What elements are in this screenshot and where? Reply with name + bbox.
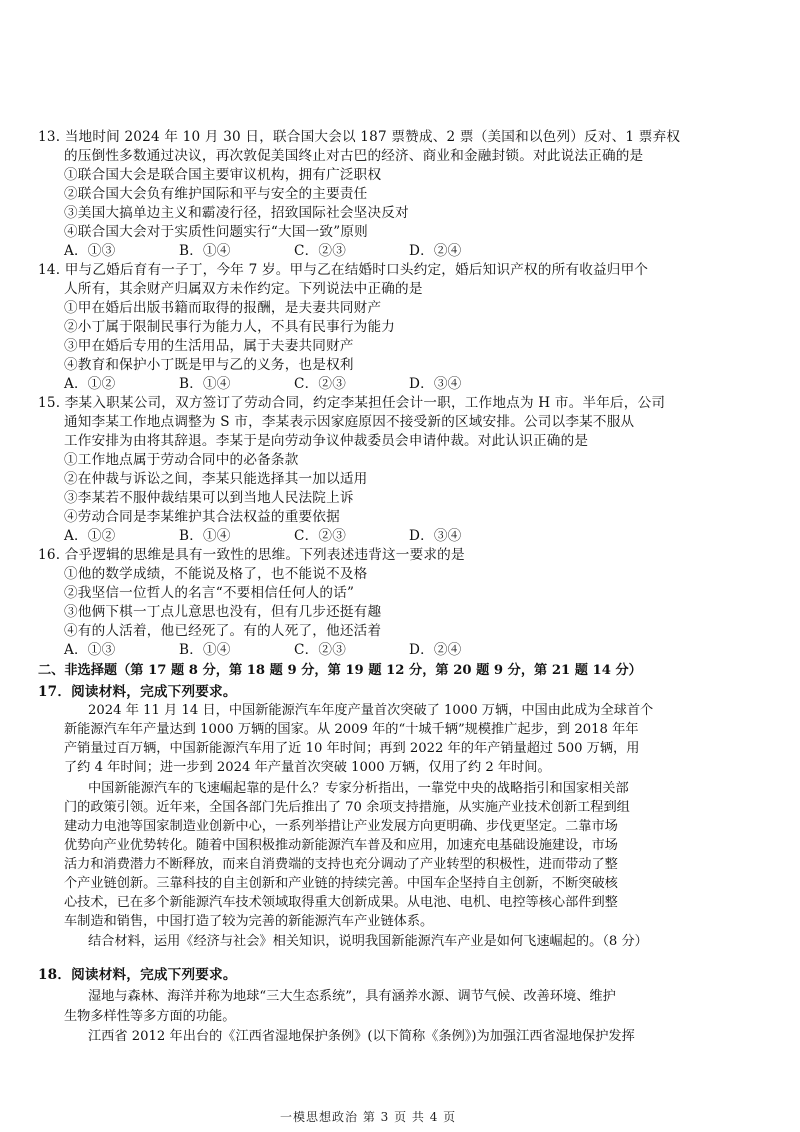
q15-stem-line-2: 通知李某工作地点调整为 S 市，李某表示因家庭原因不接受新的区域安排。公司以李某不服从 bbox=[64, 414, 635, 430]
q17-para2-line6: 个产业链创新。三靠科技的自主创新和产业链的持续完善。中国车企坚持自主创新，不断突破核 bbox=[64, 876, 618, 891]
q16-statement-1: ①他的数学成绩，不能说及格了，也不能说不及格 bbox=[64, 566, 368, 582]
q15-option-c: C．②③ bbox=[294, 528, 346, 544]
q13-statement-1: ①联合国大会是联合国主要审议机构，拥有广泛职权 bbox=[64, 167, 382, 183]
q14-stem-line-2: 人所有，其余财产归属双方未作约定。下列说法中正确的是 bbox=[64, 281, 423, 297]
q14-stem-1: 甲与乙婚后育有一子丁，今年 7 岁。甲与乙在结婚时口头约定，婚后知识产权的所有收益归甲个 bbox=[64, 262, 649, 278]
q17-para2-line4: 优势向产业优势转化。随着中国积极推动新能源汽车普及和应用，加速充电基础设施建设，市场 bbox=[64, 838, 618, 853]
q18-title: 18．阅读材料，完成下列要求。 bbox=[38, 967, 237, 983]
q13-option-b: B．①④ bbox=[179, 243, 231, 259]
q14-stem-line-1 bbox=[38, 261, 648, 279]
q16-stem-1: 合乎逻辑的思维是具有一致性的思维。下列表述违背这一要求的是 bbox=[64, 547, 465, 563]
q15-statement-4: ④劳动合同是李某维护其合法权益的重要依据 bbox=[64, 509, 340, 525]
q16-stem-line-1 bbox=[38, 546, 465, 564]
q17-para2-line2: 门的政策引领。近年来，全国各部门先后推出了 70 余项支持措施，从实施产业技术创新工程到组 bbox=[64, 800, 630, 815]
q17-para2-line1: 中国新能源汽车的飞速崛起靠的是什么？专家分析指出，一靠党中央的战略指引和国家相关部 bbox=[88, 781, 629, 796]
q14-statement-4: ④教育和保护小丁既是甲与乙的义务，也是权利 bbox=[64, 357, 354, 373]
q16-options bbox=[64, 641, 524, 659]
page-footer: 一模思想政治 第 3 页 共 4 页 bbox=[280, 1110, 457, 1124]
q15-option-d: D．③④ bbox=[409, 528, 462, 544]
q13-statement-3: ③美国大搞单边主义和霸凌行径，招致国际社会坚决反对 bbox=[64, 205, 409, 221]
q17-para1-line1: 2024 年 11 月 14 日，中国新能源汽车年度产量首次突破了 1000 万辆，中国由此成为全球首个 bbox=[88, 703, 654, 718]
q15-stem-1: 李某入职某公司，双方签订了劳动合同，约定李某担任会计一职，工作地点为 H 市。半年后，公司 bbox=[64, 395, 666, 411]
q17-para2-line7: 心技术，已在多个新能源汽车技术领域取得重大创新成果。从电池、电机、电控等核心部件到整 bbox=[64, 895, 618, 910]
q13-statement-4: ④联合国大会对于实质性问题实行“大国一致”原则 bbox=[64, 224, 368, 240]
q13-number: 13. bbox=[38, 129, 61, 145]
q17-para1-line3: 产销量过百万辆，中国新能源汽车用了近 10 年时间；再到 2022 年的年产销量超过 500 万辆，用 bbox=[64, 741, 640, 756]
q15-options bbox=[64, 527, 524, 545]
q14-options bbox=[64, 375, 524, 393]
q17-para1-line2: 新能源汽车年产量达到 1000 万辆的国家。从 2009 年的“十城千辆”规模推广起步，到 2018 年年 bbox=[64, 722, 639, 737]
q15-statement-2: ②在仲裁与诉讼之间，李某只能选择其一加以适用 bbox=[64, 471, 368, 487]
q14-statement-2: ②小丁属于限制民事行为能力人，不具有民事行为能力 bbox=[64, 319, 396, 335]
q15-number: 15. bbox=[38, 395, 61, 411]
q14-option-b: B．①④ bbox=[179, 376, 231, 392]
q13-options bbox=[64, 242, 524, 260]
q16-statement-4: ④有的人活着，他已经死了。有的人死了，他还活着 bbox=[64, 623, 382, 639]
q15-stem-line-3: 工作安排为由将其辞退。李某于是向劳动争议仲裁委员会申请仲裁。对此认识正确的是 bbox=[64, 433, 589, 449]
q15-option-a: A．①② bbox=[64, 528, 116, 544]
q17-requirement: 结合材料，运用《经济与社会》相关知识，说明我国新能源汽车产业是如何飞速崛起的。（8 分） bbox=[88, 934, 648, 949]
q16-statement-3: ③他俩下棋一丁点儿意思也没有，但有几步还挺有趣 bbox=[64, 604, 382, 620]
q17-para1-line4: 了约 4 年时间；进一步到 2024 年产量首次突破 1000 万辆，仅用了约 2 年时间。 bbox=[64, 760, 551, 775]
q13-stem-line-1 bbox=[38, 128, 680, 146]
q15-stem-line-1 bbox=[38, 394, 665, 412]
q14-option-d: D．③④ bbox=[409, 376, 462, 392]
q16-option-b: B．①④ bbox=[179, 642, 231, 658]
q13-option-d: D．②④ bbox=[409, 243, 462, 259]
q13-option-c: C．②③ bbox=[294, 243, 346, 259]
q14-statement-3: ③甲在婚后专用的生活用品，属于夫妻共同财产 bbox=[64, 338, 354, 354]
q14-number: 14. bbox=[38, 262, 61, 278]
q17-para2-line3: 建动力电池等国家制造业创新中心，一系列举措让产业发展方向更明确、步伐更坚定。二靠市场 bbox=[64, 819, 618, 834]
q18-para1-line1: 湿地与森林、海洋并称为地球“三大生态系统”，具有涵养水源、调节气候、改善环境、维护 bbox=[88, 989, 616, 1004]
q18-para1-line2: 生物多样性等多方面的功能。 bbox=[64, 1009, 236, 1024]
q16-option-d: D．②④ bbox=[409, 642, 462, 658]
q16-option-c: C．②③ bbox=[294, 642, 346, 658]
q14-option-c: C．②③ bbox=[294, 376, 346, 392]
q14-option-a: A．①② bbox=[64, 376, 116, 392]
q17-para2-line8: 车制造和销售，中国打造了较为完善的新能源汽车产业链体系。 bbox=[64, 914, 434, 929]
q13-statement-2: ②联合国大会负有维护国际和平与安全的主要责任 bbox=[64, 186, 368, 202]
q18-para2-line1: 江西省 2012 年出台的《江西省湿地保护条例》(以下简称《条例》)为加强江西省湿地保护发挥 bbox=[88, 1029, 635, 1044]
section-2-heading: 二、非选择题（第 17 题 8 分，第 18 题 9 分，第 19 题 12 分，第 20 题 9 分，第 21 题 14 分） bbox=[38, 663, 642, 678]
q17-para2-line5: 活力和消费潜力不断释放，而来自消费端的支持也充分调动了产业转型的积极性，进而带动了整 bbox=[64, 857, 618, 872]
q13-option-a: A．①③ bbox=[64, 243, 116, 259]
q14-statement-1: ①甲在婚后出版书籍而取得的报酬，是夫妻共同财产 bbox=[64, 300, 382, 316]
q13-stem-line-2: 的压倒性多数通过决议，再次敦促美国终止对古巴的经济、商业和金融封锁。对此说法正确的是 bbox=[64, 148, 644, 164]
q15-statement-3: ③李某若不服仲裁结果可以到当地人民法院上诉 bbox=[64, 490, 354, 506]
q13-stem-1: 当地时间 2024 年 10 月 30 日，联合国大会以 187 票赞成、2 票（美国和以色列）反对、1 票弃权 bbox=[64, 129, 681, 145]
q15-option-b: B．①④ bbox=[179, 528, 231, 544]
q17-title: 17．阅读材料，完成下列要求。 bbox=[38, 684, 237, 700]
q16-statement-2: ②我坚信一位哲人的名言“不要相信任何人的话” bbox=[64, 585, 355, 601]
q16-option-a: A．①③ bbox=[64, 642, 116, 658]
q16-number: 16. bbox=[38, 547, 61, 563]
q15-statement-1: ①工作地点属于劳动合同中的必备条款 bbox=[64, 452, 299, 468]
